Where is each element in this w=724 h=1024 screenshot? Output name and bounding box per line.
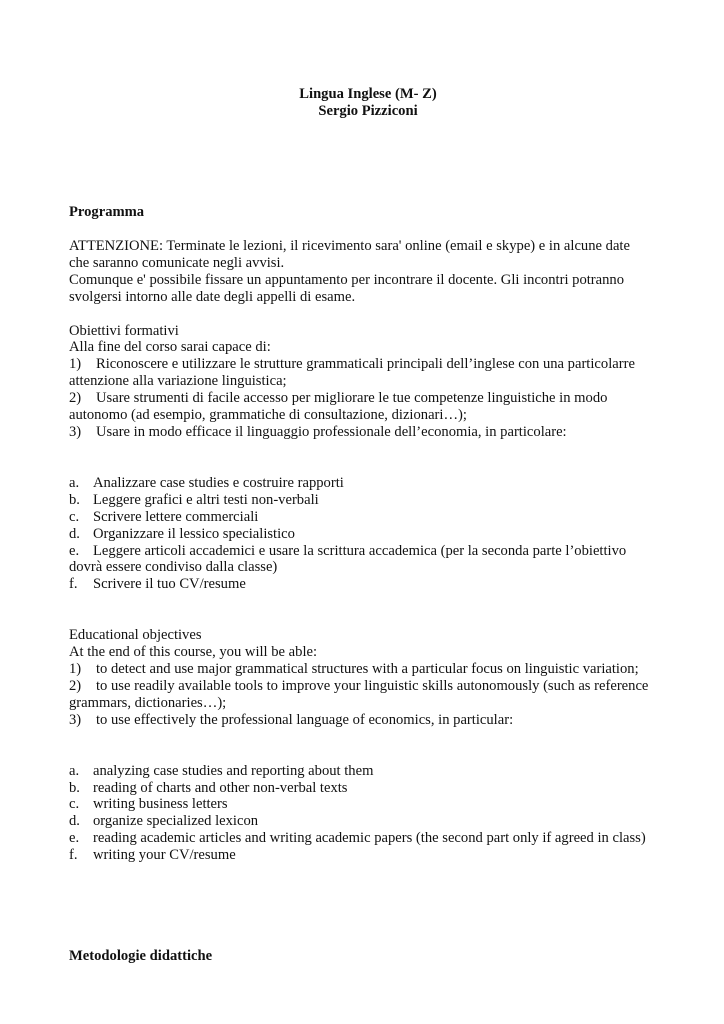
list-item-text: Usare in modo efficace il linguaggio professionale dell’economia, in particolare: — [96, 423, 567, 440]
list-item — [69, 509, 669, 526]
list-item — [69, 356, 669, 390]
list-item — [69, 475, 669, 492]
list-item-text: organize specialized lexicon — [93, 813, 259, 830]
list-item — [69, 543, 669, 577]
list-item-text: analyzing case studies and reporting about them — [93, 762, 374, 779]
list-item-text: Analizzare case studies e costruire rapporti — [93, 474, 344, 491]
list-item — [69, 847, 669, 864]
list-item-text: Leggere grafici e altri testi non-verbali — [93, 491, 319, 508]
educational-intro: At the end of this course, you will be able: — [69, 644, 318, 661]
obiettivi-heading: Obiettivi formativi — [69, 322, 179, 339]
list-item-text-cont: grammars, dictionaries…); — [69, 694, 227, 711]
list-marker: c. — [69, 796, 80, 813]
list-item-text-cont: attenzione alla variazione linguistica; — [69, 373, 287, 390]
list-item-text: reading of charts and other non-verbal texts — [93, 779, 348, 796]
list-item — [69, 796, 669, 813]
list-marker: d. — [69, 813, 80, 830]
educational-heading: Educational objectives — [69, 627, 202, 644]
list-marker: 2) — [69, 390, 82, 407]
metodologie-heading: Metodologie didattiche — [69, 948, 213, 965]
list-marker: b. — [69, 779, 80, 796]
list-item — [69, 763, 669, 780]
obiettivi-intro: Alla fine del corso sarai capace di: — [69, 339, 271, 356]
educational-lettered-list — [69, 763, 669, 864]
list-item-text: Scrivere il tuo CV/resume — [93, 576, 246, 593]
list-marker: a. — [69, 474, 80, 491]
list-marker: 1) — [69, 661, 82, 678]
list-item — [69, 576, 669, 593]
document-title — [67, 86, 669, 120]
list-item — [69, 830, 669, 847]
list-marker: c. — [69, 508, 80, 525]
list-item — [69, 678, 669, 712]
list-item — [69, 661, 669, 678]
comunque-line-2: svolgersi intorno alle date degli appelli di esame. — [69, 288, 356, 305]
programma-heading: Programma — [69, 204, 145, 220]
course-title: Lingua Inglese (M- Z) — [299, 86, 437, 102]
list-item — [69, 526, 669, 543]
list-item-text-cont: autonomo (ad esempio, grammatiche di consultazione, dizionari…); — [69, 407, 467, 424]
list-item — [69, 390, 669, 424]
list-item-text-cont: dovrà essere condiviso dalla classe) — [69, 559, 278, 576]
list-marker: 3) — [69, 423, 82, 440]
teacher-name: Sergio Pizziconi — [318, 103, 418, 119]
list-item-text: to use readily available tools to improve your linguistic skills autonomously (such as reference — [96, 677, 649, 694]
obiettivi-numbered-list — [69, 356, 669, 441]
list-item-text: to use effectively the professional language of economics, in particular: — [96, 711, 514, 728]
attenzione-line-2: che saranno comunicate negli avvisi. — [69, 254, 285, 271]
obiettivi-section — [69, 323, 669, 357]
list-item-text: reading academic articles and writing academic papers (the second part only if agreed in class) — [93, 830, 646, 847]
list-item — [69, 813, 669, 830]
list-item-text: Organizzare il lessico specialistico — [93, 525, 295, 542]
list-marker: a. — [69, 762, 80, 779]
list-item-text: Usare strumenti di facile accesso per migliorare le tue competenze linguistiche in modo — [96, 390, 608, 407]
list-marker: e. — [69, 542, 80, 559]
list-marker: 3) — [69, 711, 82, 728]
list-item — [69, 492, 669, 509]
list-marker: b. — [69, 491, 80, 508]
list-item-text: Riconoscere e utilizzare le strutture grammaticali principali dell’inglese con una particolarre — [96, 356, 635, 373]
list-marker: f. — [69, 847, 78, 864]
comunque-line-1: Comunque e' possibile fissare un appuntamento per incontrare il docente. Gli incontri potranno — [69, 271, 625, 288]
list-item-text: to detect and use major grammatical structures with a particular focus on linguistic variation; — [96, 661, 639, 678]
list-marker: 2) — [69, 677, 82, 694]
list-item-text: writing your CV/resume — [93, 847, 236, 864]
obiettivi-lettered-list — [69, 475, 669, 593]
list-marker: 1) — [69, 356, 82, 373]
document-page — [69, 86, 669, 965]
attenzione-line-1: ATTENZIONE: Terminate le lezioni, il ricevimento sara' online (email e skype) e in alcune date — [69, 237, 630, 254]
educational-section — [69, 627, 669, 661]
list-marker: f. — [69, 576, 78, 593]
list-item-text: writing business letters — [93, 796, 228, 813]
list-item — [69, 424, 669, 441]
attenzione-paragraph — [69, 238, 669, 306]
list-marker: e. — [69, 830, 80, 847]
list-item-text: Scrivere lettere commerciali — [93, 508, 259, 525]
list-item — [69, 712, 669, 729]
list-item-text: Leggere articoli accademici e usare la scrittura accademica (per la seconda parte l’obiettivo — [93, 542, 627, 559]
list-marker: d. — [69, 525, 80, 542]
list-item — [69, 780, 669, 797]
educational-numbered-list — [69, 661, 669, 729]
